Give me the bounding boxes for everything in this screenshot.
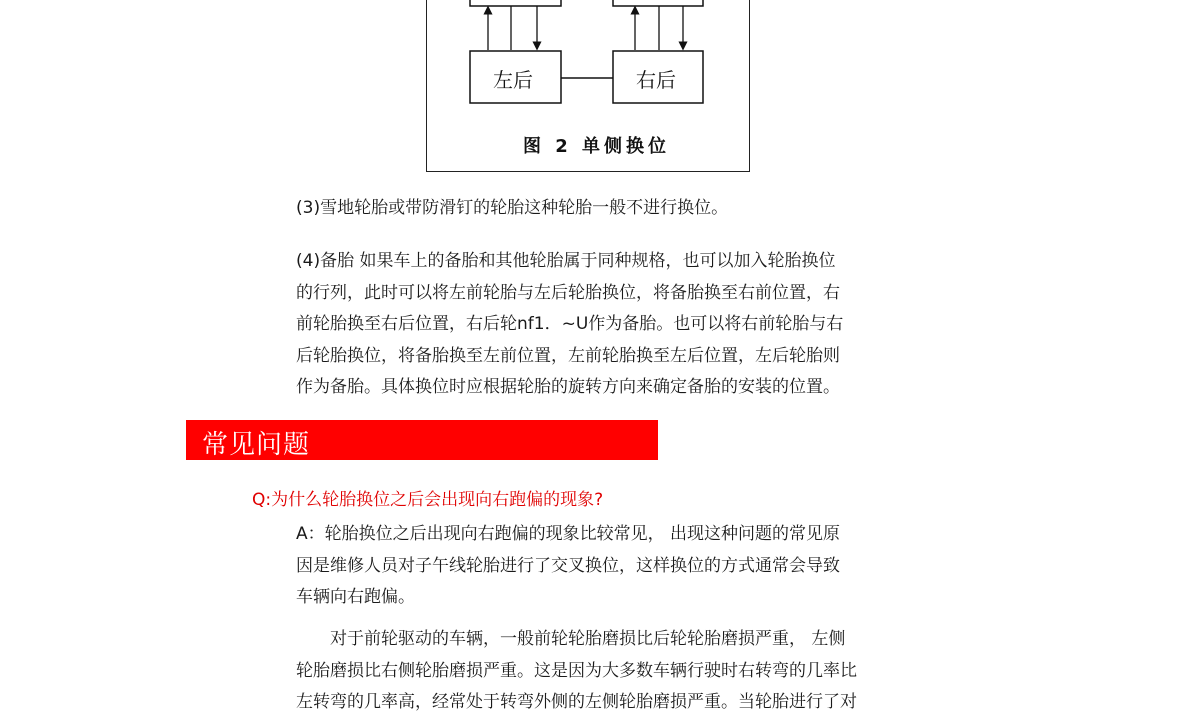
front-left-box-edge: [470, 0, 561, 6]
text-line: 因是维修人员对子午线轮胎进行了交叉换位，这样换位的方式通常会导致: [296, 555, 840, 576]
text-line: 作为备胎。具体换位时应根据轮胎的旋转方向来确定备胎的安装的位置。: [296, 377, 840, 397]
faq-answer: [296, 519, 840, 614]
faq-question: Q:为什么轮胎换位之后会出现向右跑偏的现象?: [252, 490, 604, 510]
text-line: A：轮胎换位之后出现向右跑偏的现象比较常见， 出现这种问题的常见原: [296, 524, 841, 544]
tire-rotation-diagram: [426, 0, 750, 172]
paragraph-3: [296, 193, 728, 225]
figure-caption: 图 2 单侧换位: [523, 136, 671, 157]
left-rear-label: 左后: [493, 68, 533, 92]
text-line: 后轮胎换位，将备胎换至左前位置，左前轮胎换至左后位置，左后轮胎则: [296, 345, 840, 366]
section-banner: [186, 420, 658, 460]
section-title: 常见问题: [202, 430, 311, 460]
paragraph-4: [296, 246, 843, 404]
text-line: 左转弯的几率高，经常处于转弯外侧的左侧轮胎磨损严重。当轮胎进行了对: [296, 692, 857, 712]
faq-explanation: [296, 624, 857, 719]
text-line: (4)备胎 如果车上的备胎和其他轮胎属于同种规格，也可以加入轮胎换位: [296, 251, 836, 271]
text-line: 前轮胎换至右后位置，右后轮nf1．~U作为备胎。也可以将右前轮胎与右: [296, 314, 844, 334]
right-rear-label: 右后: [636, 68, 676, 92]
text-line: 车辆向右跑偏。: [296, 587, 415, 607]
text-line: 轮胎磨损比右侧轮胎磨损严重。这是因为大多数车辆行驶时右转弯的几率比: [296, 660, 857, 681]
text-line: (3)雪地轮胎或带防滑钉的轮胎这种轮胎一般不进行换位。: [296, 198, 729, 218]
text-line: 对于前轮驱动的车辆，一般前轮轮胎磨损比后轮轮胎磨损严重， 左侧: [296, 629, 846, 649]
text-line: 的行列，此时可以将左前轮胎与左后轮胎换位，将备胎换至右前位置，右: [296, 282, 840, 303]
front-right-box-edge: [613, 0, 703, 6]
